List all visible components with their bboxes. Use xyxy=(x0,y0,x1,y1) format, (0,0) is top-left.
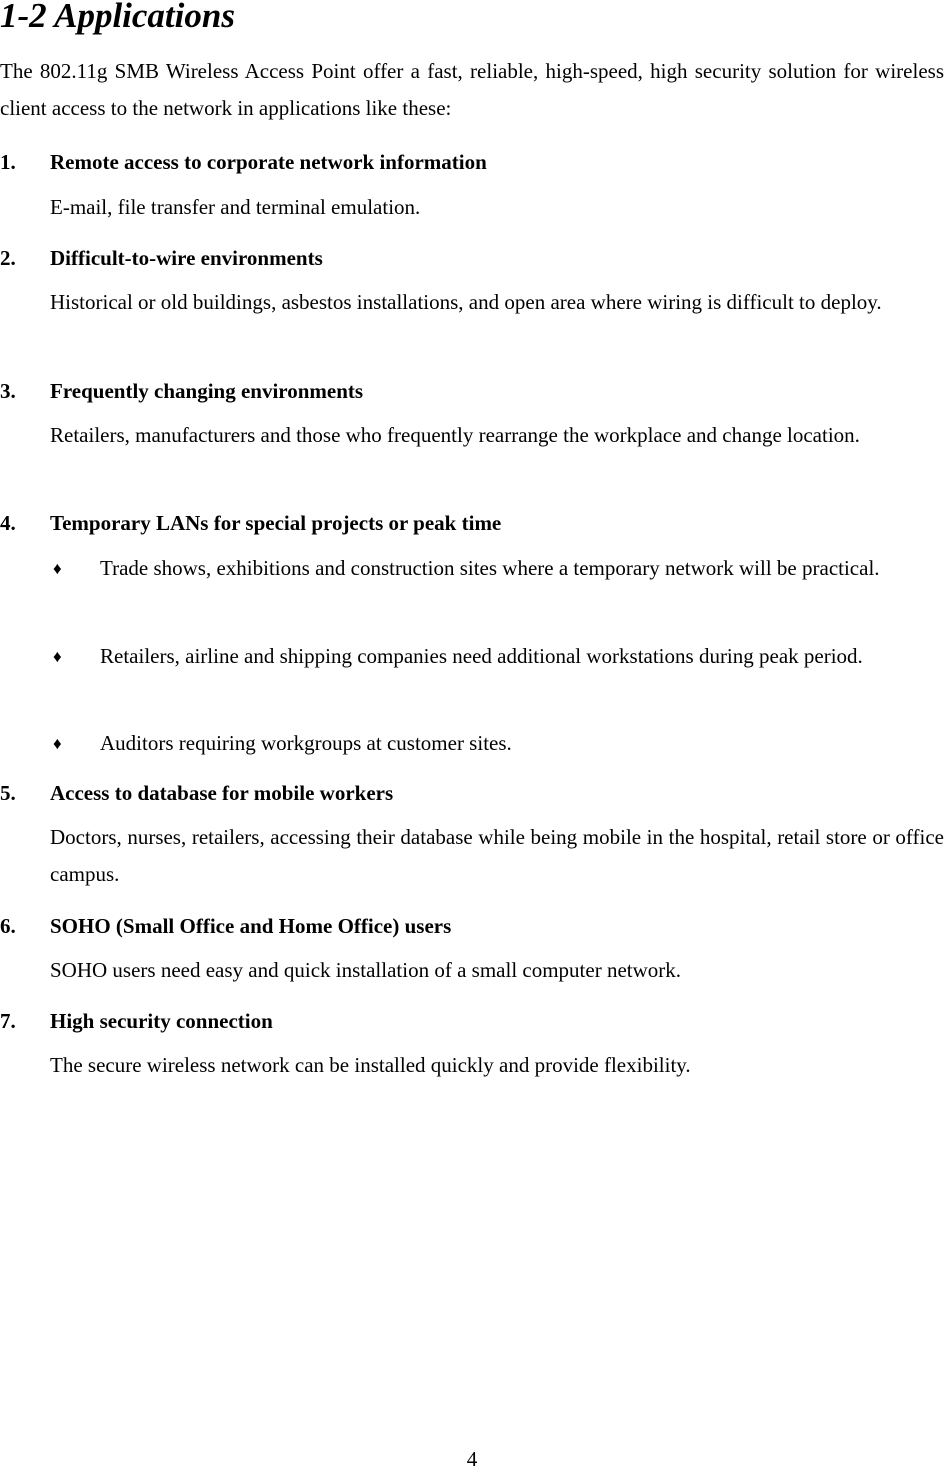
section-heading-5 xyxy=(0,778,393,808)
section-body-2: Historical or old buildings, asbestos installations, and open area where wiring is difficult to deploy. xyxy=(50,290,882,314)
diamond-bullet-icon: ♦ xyxy=(53,734,62,753)
diamond-bullet-icon: ♦ xyxy=(53,647,62,666)
section-heading-4 xyxy=(0,508,501,538)
section-body-6: SOHO users need easy and quick installation of a small computer network. xyxy=(50,958,682,982)
section-heading-text-1: Remote access to corporate network information xyxy=(50,150,487,174)
section-number-7: 7. xyxy=(0,1009,16,1033)
section-number-1: 1. xyxy=(0,150,16,174)
section-number-5: 5. xyxy=(0,781,16,805)
bullet-item-3 xyxy=(50,725,944,762)
section-number-4: 4. xyxy=(0,511,16,535)
section-body-3: Retailers, manufacturers and those who frequently rearrange the workplace and change location. xyxy=(50,423,860,447)
section-heading-text-3: Frequently changing environments xyxy=(50,379,364,403)
section-heading-text-5: Access to database for mobile workers xyxy=(50,781,394,805)
bullet-text-3: Auditors requiring workgroups at customer sites. xyxy=(100,731,512,755)
intro-paragraph: The 802.11g SMB Wireless Access Point offer a fast, reliable, high-speed, high security solution for wireless client access to the network in applications like these: xyxy=(0,59,944,120)
section-heading-2 xyxy=(0,243,323,273)
section-body-7: The secure wireless network can be installed quickly and provide flexibility. xyxy=(50,1053,691,1077)
section-heading-7 xyxy=(0,1006,273,1036)
diamond-bullet-icon: ♦ xyxy=(53,559,62,578)
section-title: 1-2 Applications xyxy=(0,0,235,35)
section-heading-text-6: SOHO (Small Office and Home Office) users xyxy=(50,914,452,938)
section-heading-6 xyxy=(0,911,451,941)
section-number-6: 6. xyxy=(0,914,16,938)
page-number: 4 xyxy=(466,1447,478,1471)
section-number-2: 2. xyxy=(0,246,16,270)
section-heading-text-2: Difficult-to-wire environments xyxy=(50,246,323,270)
section-heading-text-4: Temporary LANs for special projects or peak time xyxy=(50,511,502,535)
bullet-text-1: Trade shows, exhibitions and construction sites where a temporary network will be practical. xyxy=(100,556,880,580)
section-heading-3 xyxy=(0,376,363,406)
bullet-item-2 xyxy=(50,638,944,675)
section-number-3: 3. xyxy=(0,379,16,403)
bullet-text-2: Retailers, airline and shipping companies need additional workstations during peak period. xyxy=(100,644,863,668)
section-body-5: Doctors, nurses, retailers, accessing their database while being mobile in the hospital, retail store or office campus. xyxy=(50,825,944,886)
section-heading-1 xyxy=(0,147,487,177)
section-body-1: E-mail, file transfer and terminal emulation. xyxy=(50,195,421,219)
section-heading-text-7: High security connection xyxy=(50,1009,273,1033)
bullet-item-1 xyxy=(50,550,944,587)
